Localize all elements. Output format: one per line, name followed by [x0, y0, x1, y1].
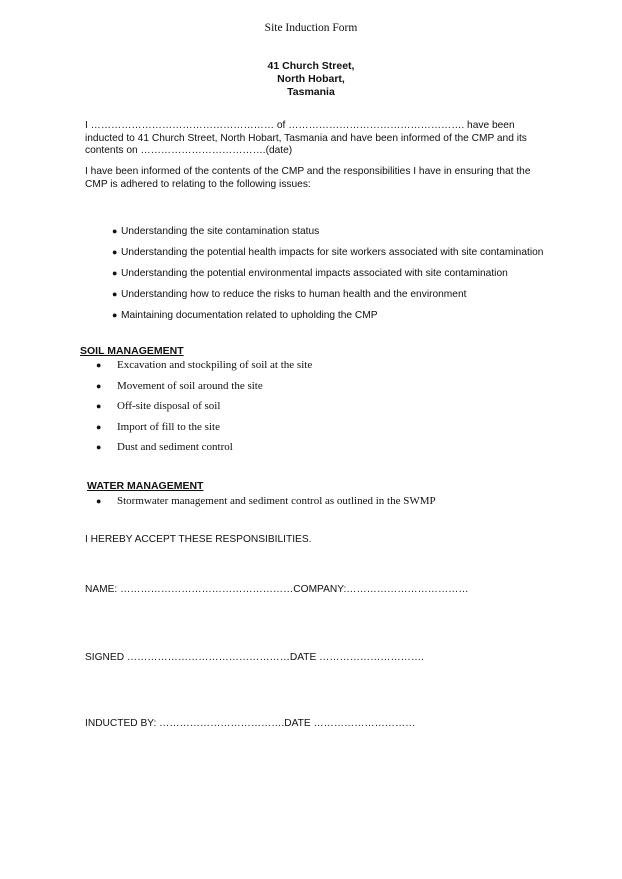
list-item-text: Movement of soil around the site [117, 379, 263, 392]
responsibility-statement: I have been informed of the contents of the CMP and the responsibilities I have in ensuring that the CMP is adhered to relating to the following issues: [85, 166, 531, 190]
inducted-by-date-field: INDUCTED BY: ……………………………….DATE ………………………… [85, 718, 416, 729]
list-item-text: Understanding how to reduce the risks to human health and the environment [121, 289, 467, 300]
acceptance-statement: I HEREBY ACCEPT THESE RESPONSIBILITIES. [85, 534, 312, 545]
list-item [96, 358, 312, 379]
list-item-text: Understanding the potential environmental impacts associated with site contamination [121, 268, 508, 279]
bullet-icon: ● [112, 247, 118, 257]
list-item [96, 420, 312, 441]
bullet-icon: ● [112, 268, 118, 278]
list-item-text: Import of fill to the site [117, 420, 220, 433]
list-item [96, 494, 436, 515]
list-item [112, 225, 582, 246]
site-address [0, 60, 622, 99]
list-item-text: Stormwater management and sediment control as outlined in the SWMP [117, 495, 436, 507]
issues-list [112, 225, 582, 330]
bullet-icon: ● [96, 401, 102, 411]
list-item-text: Maintaining documentation related to upholding the CMP [121, 310, 378, 321]
list-item-text: Understanding the site contamination status [121, 226, 320, 237]
water-management-heading: WATER MANAGEMENT [87, 480, 204, 492]
bullet-icon: ● [96, 360, 102, 370]
list-item [112, 267, 582, 288]
bullet-icon: ● [96, 421, 102, 432]
list-item [96, 440, 312, 461]
name-company-field: NAME: ……………………………………………COMPANY:……………………………… [85, 584, 469, 595]
bullet-icon: ● [112, 289, 118, 299]
list-item-text: Dust and sediment control [117, 441, 233, 453]
bullet-icon: ● [96, 496, 102, 506]
soil-management-list [96, 358, 312, 461]
address-line: Tasmania [287, 86, 335, 98]
bullet-icon: ● [96, 380, 102, 391]
list-item-text: Understanding the potential health impacts for site workers associated with site contamination [121, 247, 544, 258]
form-title: Site Induction Form [264, 22, 358, 34]
address-line: North Hobart, [277, 73, 345, 85]
address-line: 41 Church Street, [267, 60, 355, 72]
list-item [96, 399, 312, 420]
list-item [112, 309, 582, 330]
list-item-text: Excavation and stockpiling of soil at the site [117, 359, 313, 371]
list-item [96, 379, 312, 400]
bullet-icon: ● [112, 226, 118, 236]
soil-management-heading: SOIL MANAGEMENT [80, 345, 184, 357]
bullet-icon: ● [96, 442, 102, 452]
list-item-text: Off-site disposal of soil [117, 400, 221, 412]
list-item [112, 288, 582, 309]
water-management-list [96, 494, 436, 515]
signed-date-field: SIGNED …………………………………………DATE …………………………. [85, 652, 424, 663]
list-item [112, 246, 582, 267]
induction-statement: I ……………………………………………… of ……………………………………………. have been inducted to 41 Church Street, North Hobart, Tasmania and have been informed of the CMP and its contents on ……………………………….(date) [85, 120, 527, 156]
bullet-icon: ● [112, 310, 118, 320]
